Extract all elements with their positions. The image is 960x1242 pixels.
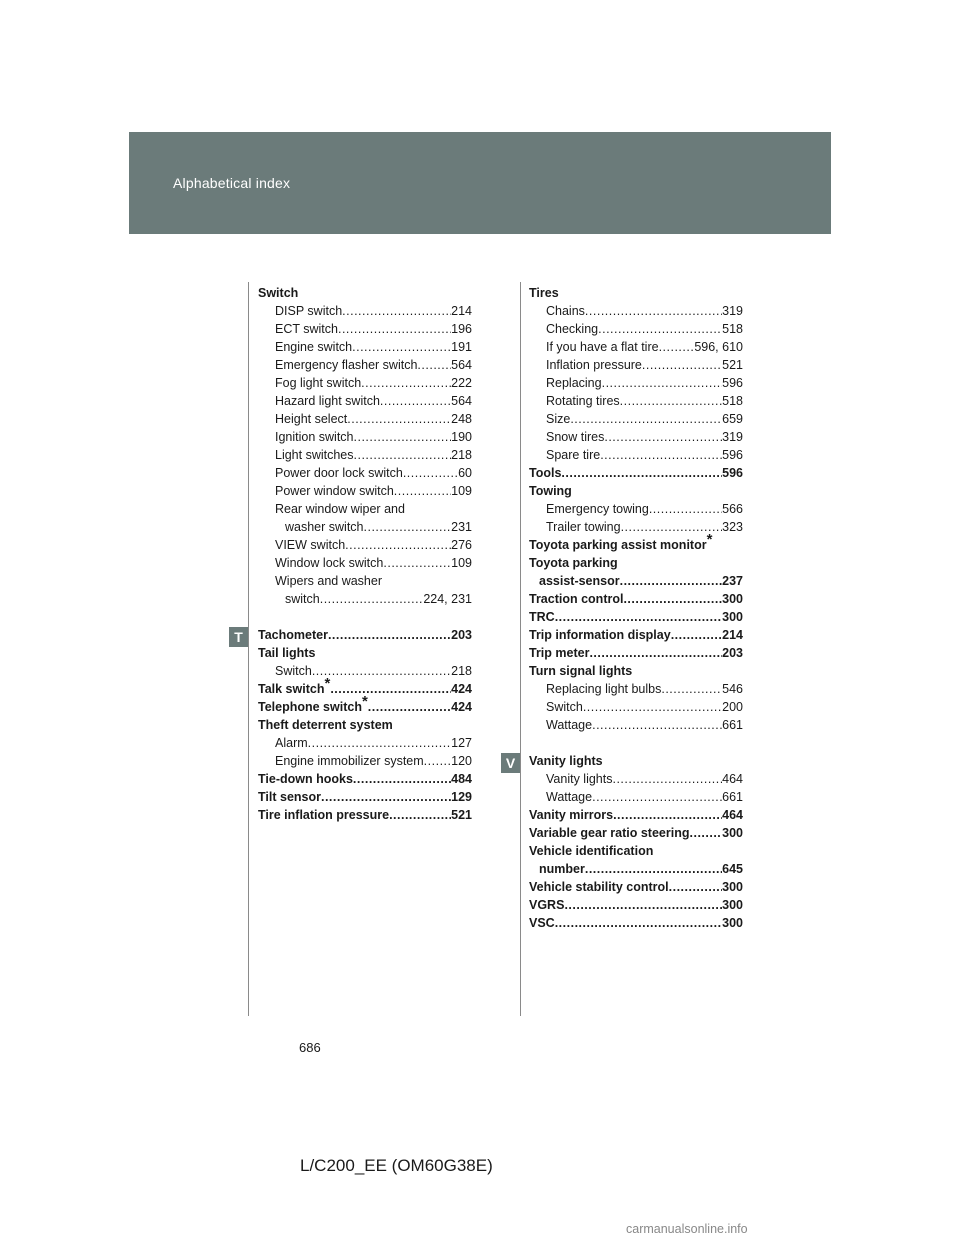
index-entry-label: Replacing bbox=[546, 376, 602, 390]
index-entry bbox=[529, 698, 743, 716]
dot-leader bbox=[642, 356, 722, 374]
index-entry-page[interactable]: 566 bbox=[722, 502, 743, 516]
dot-leader bbox=[690, 824, 723, 842]
index-entry-page[interactable]: 196 bbox=[451, 322, 472, 336]
index-entry bbox=[529, 716, 743, 734]
footnote-marker: * bbox=[361, 692, 368, 710]
index-entry bbox=[258, 716, 472, 734]
right-column-divider bbox=[520, 282, 521, 1016]
index-entry-page[interactable]: 214 bbox=[722, 628, 743, 642]
index-entry bbox=[529, 878, 743, 896]
index-entry-page[interactable]: 203 bbox=[451, 628, 472, 642]
dot-leader bbox=[368, 698, 451, 716]
index-entry bbox=[529, 590, 743, 608]
dot-leader bbox=[671, 626, 722, 644]
dot-leader bbox=[312, 662, 451, 680]
index-entry-label: VGRS bbox=[529, 898, 565, 912]
index-entry-page[interactable]: 231 bbox=[451, 520, 472, 534]
dot-leader bbox=[330, 680, 451, 698]
index-entry bbox=[529, 482, 743, 500]
index-entry bbox=[258, 356, 472, 374]
index-entry-page[interactable]: 564 bbox=[451, 394, 472, 408]
index-entry bbox=[258, 572, 472, 590]
index-entry-label: Emergency towing bbox=[546, 502, 649, 516]
index-entry-label: Trip information display bbox=[529, 628, 671, 642]
dot-leader bbox=[555, 608, 722, 626]
index-entry-label: VIEW switch bbox=[275, 538, 346, 552]
watermark: carmanualsonline.info bbox=[626, 1222, 748, 1236]
index-entry-page[interactable]: 120 bbox=[451, 754, 472, 768]
index-entry-page[interactable]: 323 bbox=[722, 520, 743, 534]
index-entry-page[interactable]: 521 bbox=[722, 358, 743, 372]
section-tab-t: T bbox=[229, 627, 248, 647]
index-entry-label: Toyota parking assist monitor* bbox=[529, 530, 713, 552]
index-entry-page[interactable]: 596 bbox=[722, 466, 743, 480]
dot-leader bbox=[598, 320, 722, 338]
index-entry-page[interactable]: 518 bbox=[722, 322, 743, 336]
index-entry-page[interactable]: 596, 610 bbox=[694, 340, 743, 354]
left-column-divider bbox=[248, 282, 249, 1016]
dot-leader bbox=[383, 554, 451, 572]
index-entry-label: Snow tires bbox=[546, 430, 605, 444]
index-entry-page[interactable]: 521 bbox=[451, 808, 472, 822]
index-entry-label: Tie-down hooks bbox=[258, 772, 353, 786]
index-entry bbox=[529, 896, 743, 914]
index-entry-label: Towing bbox=[529, 484, 572, 498]
index-entry bbox=[529, 626, 743, 644]
index-entry-label: Alarm bbox=[275, 736, 308, 750]
index-entry bbox=[258, 410, 472, 428]
dot-leader bbox=[555, 914, 722, 932]
index-entry-page[interactable]: 300 bbox=[722, 592, 743, 606]
index-entry bbox=[258, 284, 472, 302]
index-entry-page[interactable]: 300 bbox=[722, 880, 743, 894]
dot-leader bbox=[321, 788, 451, 806]
dot-leader bbox=[570, 410, 722, 428]
index-entry bbox=[529, 356, 743, 374]
index-entry-page[interactable]: 300 bbox=[722, 916, 743, 930]
index-entry bbox=[529, 860, 743, 878]
index-entry-label: Chains bbox=[546, 304, 585, 318]
dot-leader bbox=[620, 392, 722, 410]
index-entry-label: Tires bbox=[529, 286, 559, 300]
index-entry-page[interactable]: 424 bbox=[451, 700, 472, 714]
index-entry bbox=[529, 608, 743, 626]
page-number: 686 bbox=[299, 1040, 321, 1055]
index-entry-label: Engine switch bbox=[275, 340, 353, 354]
index-entry bbox=[529, 320, 743, 338]
index-entry-label: Height select bbox=[275, 412, 348, 426]
footnote-marker: * bbox=[324, 674, 331, 692]
index-entry-label: VSC bbox=[529, 916, 555, 930]
index-entry-label: Rear window wiper and bbox=[275, 502, 405, 516]
document-code: L/C200_EE (OM60G38E) bbox=[300, 1156, 493, 1175]
index-entry bbox=[258, 446, 472, 464]
dot-leader bbox=[600, 446, 722, 464]
index-entry bbox=[258, 626, 472, 644]
index-entry-page[interactable]: 190 bbox=[451, 430, 472, 444]
index-entry-label: Trailer towing bbox=[546, 520, 621, 534]
index-entry bbox=[529, 530, 743, 554]
dot-leader bbox=[361, 374, 451, 392]
index-entry-label: Turn signal lights bbox=[529, 664, 633, 678]
index-entry-page[interactable]: 596 bbox=[722, 448, 743, 462]
dot-leader bbox=[669, 878, 723, 896]
dot-leader bbox=[661, 680, 722, 698]
index-entry-page[interactable]: 129 bbox=[451, 790, 472, 804]
index-entry-page[interactable]: 645 bbox=[722, 862, 743, 876]
index-entry-page[interactable]: 218 bbox=[451, 448, 472, 462]
footnote-marker: * bbox=[706, 530, 713, 548]
index-entry-label: number bbox=[539, 862, 585, 876]
index-entry bbox=[258, 734, 472, 752]
index-entry-page[interactable]: 203 bbox=[722, 646, 743, 660]
index-entry-label: Emergency flasher switch bbox=[275, 358, 418, 372]
dot-leader bbox=[342, 302, 451, 320]
index-entry bbox=[529, 788, 743, 806]
index-entry bbox=[529, 302, 743, 320]
index-entry-page[interactable]: 424 bbox=[451, 682, 472, 696]
index-entry-page[interactable]: 127 bbox=[451, 736, 472, 750]
dot-leader bbox=[620, 572, 723, 590]
index-column-right bbox=[529, 284, 743, 932]
index-entry-label: switch bbox=[285, 592, 320, 606]
index-entry-label: Talk switch* bbox=[258, 674, 331, 696]
index-entry bbox=[529, 752, 743, 770]
index-entry-page[interactable]: 300 bbox=[722, 826, 743, 840]
index-entry-label: Tilt sensor bbox=[258, 790, 321, 804]
dot-leader bbox=[345, 536, 451, 554]
index-entry bbox=[258, 554, 472, 572]
index-entry bbox=[258, 518, 472, 536]
index-entry bbox=[258, 320, 472, 338]
index-entry-label: Spare tire bbox=[546, 448, 601, 462]
index-entry-page[interactable]: 276 bbox=[451, 538, 472, 552]
index-entry bbox=[258, 500, 472, 518]
index-entry-label: Engine immobilizer system bbox=[275, 754, 424, 768]
index-entry bbox=[529, 680, 743, 698]
index-entry-label: Replacing light bulbs bbox=[546, 682, 662, 696]
index-entry-label: Vehicle stability control bbox=[529, 880, 669, 894]
index-entry-page[interactable]: 464 bbox=[722, 808, 743, 822]
dot-leader bbox=[354, 428, 452, 446]
index-entry-label: Theft deterrent system bbox=[258, 718, 393, 732]
index-entry bbox=[258, 692, 472, 716]
dot-leader bbox=[380, 392, 451, 410]
index-entry bbox=[258, 536, 472, 554]
index-entry bbox=[258, 644, 472, 662]
dot-leader bbox=[585, 302, 722, 320]
index-entry bbox=[529, 662, 743, 680]
index-entry-page[interactable]: 659 bbox=[722, 412, 743, 426]
index-entry-page[interactable]: 484 bbox=[451, 772, 472, 786]
index-entry-page[interactable]: 564 bbox=[451, 358, 472, 372]
dot-leader bbox=[659, 338, 695, 356]
index-entry-label: Hazard light switch bbox=[275, 394, 380, 408]
index-entry bbox=[258, 338, 472, 356]
index-entry-page[interactable]: 546 bbox=[722, 682, 743, 696]
index-entry bbox=[258, 788, 472, 806]
index-entry bbox=[258, 590, 472, 608]
index-entry-label: Size bbox=[546, 412, 571, 426]
index-entry-page[interactable]: 319 bbox=[722, 430, 743, 444]
index-entry bbox=[258, 464, 472, 482]
index-entry-label: Wattage bbox=[546, 718, 593, 732]
index-entry-label: Ignition switch bbox=[275, 430, 354, 444]
section-tab-v: V bbox=[501, 753, 520, 773]
index-entry-label: Vanity lights bbox=[529, 754, 603, 768]
dot-leader bbox=[308, 734, 451, 752]
index-entry bbox=[529, 392, 743, 410]
index-entry bbox=[258, 428, 472, 446]
index-entry-page[interactable]: 214 bbox=[451, 304, 472, 318]
index-entry bbox=[529, 446, 743, 464]
dot-leader bbox=[353, 770, 451, 788]
dot-leader bbox=[613, 806, 722, 824]
index-entry-page[interactable]: 218 bbox=[451, 664, 472, 678]
index-entry-label: TRC bbox=[529, 610, 555, 624]
index-entry-label: Fog light switch bbox=[275, 376, 362, 390]
index-entry bbox=[529, 428, 743, 446]
header-title: Alphabetical index bbox=[173, 175, 291, 191]
index-entry bbox=[258, 392, 472, 410]
index-entry-label: Checking bbox=[546, 322, 599, 336]
index-entry-label: DISP switch bbox=[275, 304, 343, 318]
index-entry-page[interactable]: 596 bbox=[722, 376, 743, 390]
index-entry-page[interactable]: 319 bbox=[722, 304, 743, 318]
index-entry-label: Power window switch bbox=[275, 484, 394, 498]
dot-leader bbox=[403, 464, 458, 482]
index-entry-label: Wattage bbox=[546, 790, 593, 804]
index-entry-page[interactable]: 248 bbox=[451, 412, 472, 426]
index-entry bbox=[529, 572, 743, 590]
index-entry bbox=[529, 806, 743, 824]
index-entry-page[interactable]: 191 bbox=[451, 340, 472, 354]
index-entry-label: Wipers and washer bbox=[275, 574, 382, 588]
index-entry-label: Window lock switch bbox=[275, 556, 384, 570]
index-entry-label: Switch bbox=[275, 664, 312, 678]
dot-leader bbox=[328, 626, 451, 644]
index-entry-label: Power door lock switch bbox=[275, 466, 403, 480]
dot-leader bbox=[338, 320, 451, 338]
dot-leader bbox=[352, 338, 451, 356]
index-entry-label: Vanity mirrors bbox=[529, 808, 614, 822]
index-entry-label: Tire inflation pressure bbox=[258, 808, 390, 822]
index-entry-label: Switch bbox=[258, 286, 299, 300]
index-entry-label: Vehicle identification bbox=[529, 844, 654, 858]
index-entry bbox=[529, 464, 743, 482]
dot-leader bbox=[424, 752, 451, 770]
index-entry bbox=[529, 914, 743, 932]
index-entry-page[interactable]: 518 bbox=[722, 394, 743, 408]
index-entry bbox=[529, 374, 743, 392]
dot-leader bbox=[612, 770, 722, 788]
index-entry-label: Inflation pressure bbox=[546, 358, 642, 372]
index-entry bbox=[529, 770, 743, 788]
dot-leader bbox=[394, 482, 451, 500]
index-entry bbox=[258, 752, 472, 770]
index-entry-label: Rotating tires bbox=[546, 394, 620, 408]
index-entry-label: Light switches bbox=[275, 448, 354, 462]
index-entry bbox=[529, 500, 743, 518]
dot-leader bbox=[602, 374, 723, 392]
index-entry-label: Switch bbox=[546, 700, 583, 714]
dot-leader bbox=[320, 590, 424, 608]
dot-leader bbox=[364, 518, 452, 536]
index-entry bbox=[258, 482, 472, 500]
index-entry bbox=[529, 410, 743, 428]
index-entry-page[interactable]: 300 bbox=[722, 898, 743, 912]
index-entry bbox=[258, 302, 472, 320]
index-entry-page[interactable]: 224, 231 bbox=[423, 592, 472, 606]
dot-leader bbox=[592, 788, 722, 806]
dot-leader bbox=[649, 500, 722, 518]
index-entry-label: Traction control bbox=[529, 592, 624, 606]
index-entry bbox=[529, 644, 743, 662]
index-entry bbox=[258, 662, 472, 680]
index-entry bbox=[529, 824, 743, 842]
dot-leader bbox=[589, 644, 722, 662]
index-entry bbox=[529, 842, 743, 860]
dot-leader bbox=[592, 716, 722, 734]
index-entry-label: Tail lights bbox=[258, 646, 316, 660]
index-entry-label: Trip meter bbox=[529, 646, 590, 660]
index-entry-page[interactable]: 661 bbox=[722, 718, 743, 732]
index-entry bbox=[529, 284, 743, 302]
dot-leader bbox=[583, 698, 722, 716]
index-entry-page[interactable]: 109 bbox=[451, 556, 472, 570]
dot-leader bbox=[347, 410, 451, 428]
index-entry-label: Toyota parking bbox=[529, 556, 618, 570]
index-entry-label: Variable gear ratio steering bbox=[529, 826, 690, 840]
index-column-left bbox=[258, 284, 472, 824]
index-entry-page[interactable]: 109 bbox=[451, 484, 472, 498]
dot-leader bbox=[604, 428, 722, 446]
index-entry bbox=[529, 338, 743, 356]
index-entry-label: If you have a flat tire bbox=[546, 340, 659, 354]
index-entry-label: washer switch bbox=[285, 520, 364, 534]
index-entry bbox=[258, 374, 472, 392]
index-entry-label: Tools bbox=[529, 466, 562, 480]
index-entry-page[interactable]: 60 bbox=[458, 466, 472, 480]
dot-leader bbox=[585, 860, 722, 878]
index-entry-label: Vanity lights bbox=[546, 772, 613, 786]
dot-leader bbox=[564, 896, 722, 914]
index-entry bbox=[529, 554, 743, 572]
index-entry-page[interactable]: 222 bbox=[451, 376, 472, 390]
index-entry-page[interactable]: 300 bbox=[722, 610, 743, 624]
index-entry-page[interactable]: 237 bbox=[722, 574, 743, 588]
page-header bbox=[129, 132, 831, 234]
index-entry bbox=[258, 770, 472, 788]
index-entry-label: Tachometer bbox=[258, 628, 328, 642]
dot-leader bbox=[417, 356, 451, 374]
index-entry-page[interactable]: 464 bbox=[722, 772, 743, 786]
index-entry-page[interactable]: 200 bbox=[722, 700, 743, 714]
index-entry-page[interactable]: 661 bbox=[722, 790, 743, 804]
index-entry-label: assist-sensor bbox=[539, 574, 620, 588]
dot-leader bbox=[561, 464, 722, 482]
index-entry-label: Telephone switch* bbox=[258, 692, 368, 714]
index-entry bbox=[258, 806, 472, 824]
dot-leader bbox=[389, 806, 451, 824]
dot-leader bbox=[623, 590, 722, 608]
index-entry-label: ECT switch bbox=[275, 322, 338, 336]
dot-leader bbox=[354, 446, 452, 464]
